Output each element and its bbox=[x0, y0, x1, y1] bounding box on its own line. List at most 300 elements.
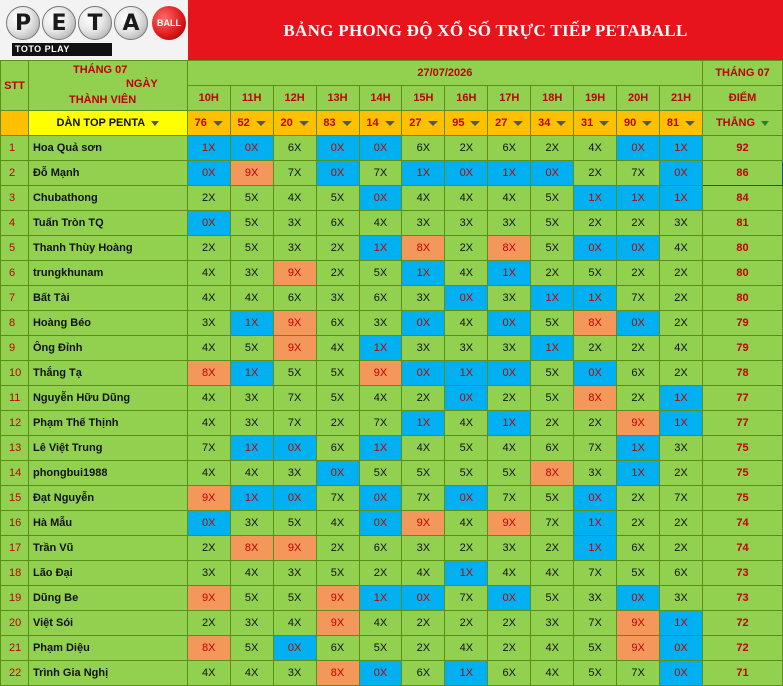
result-cell: 7X bbox=[359, 411, 402, 436]
result-cell: 3X bbox=[230, 511, 273, 536]
result-cell: 6X bbox=[488, 136, 531, 161]
result-cell: 5X bbox=[316, 186, 359, 211]
result-cell: 2X bbox=[617, 511, 660, 536]
table-row bbox=[1, 561, 783, 586]
filter-dropdown-icon bbox=[513, 121, 523, 126]
member-name: Chubathong bbox=[28, 186, 187, 211]
result-cell: 2X bbox=[402, 386, 445, 411]
filter-dropdown-icon bbox=[642, 121, 652, 126]
result-cell: 9X bbox=[488, 511, 531, 536]
result-cell: 1X bbox=[359, 336, 402, 361]
member-name: Đỗ Mạnh bbox=[28, 161, 187, 186]
result-cell: 4X bbox=[230, 561, 273, 586]
hour-header-12h: 12H bbox=[273, 86, 316, 111]
result-cell: 2X bbox=[187, 611, 230, 636]
filter-dropdown-icon bbox=[761, 121, 769, 126]
row-stt: 9 bbox=[1, 336, 29, 361]
result-cell: 0X bbox=[316, 161, 359, 186]
result-cell: 2X bbox=[187, 236, 230, 261]
logo-tagline: TOTO PLAY bbox=[12, 43, 112, 56]
result-cell: 2X bbox=[316, 411, 359, 436]
result-cell: 3X bbox=[273, 561, 316, 586]
row-stt: 4 bbox=[1, 211, 29, 236]
result-cell: 9X bbox=[359, 361, 402, 386]
result-cell: 6X bbox=[316, 211, 359, 236]
result-cell: 3X bbox=[574, 586, 617, 611]
result-cell: 2X bbox=[488, 636, 531, 661]
result-cell: 3X bbox=[273, 661, 316, 686]
result-cell: 0X bbox=[660, 161, 703, 186]
result-cell: 4X bbox=[488, 186, 531, 211]
result-cell: 1X bbox=[488, 261, 531, 286]
table-row bbox=[1, 286, 783, 311]
result-cell: 2X bbox=[617, 486, 660, 511]
result-cell: 4X bbox=[187, 261, 230, 286]
result-cell: 0X bbox=[488, 361, 531, 386]
result-cell: 8X bbox=[187, 361, 230, 386]
result-cell: 1X bbox=[660, 611, 703, 636]
result-cell: 0X bbox=[617, 236, 660, 261]
result-cell: 5X bbox=[445, 436, 488, 461]
table-row bbox=[1, 311, 783, 336]
dan-top-value-19h[interactable] bbox=[574, 111, 617, 136]
member-name: Tuấn Tròn TQ bbox=[28, 211, 187, 236]
result-cell: 9X bbox=[402, 511, 445, 536]
result-cell: 4X bbox=[187, 461, 230, 486]
result-cell: 4X bbox=[488, 436, 531, 461]
result-cell: 0X bbox=[574, 236, 617, 261]
result-cell: 1X bbox=[187, 136, 230, 161]
result-cell: 9X bbox=[273, 261, 316, 286]
result-cell: 3X bbox=[488, 286, 531, 311]
table-row bbox=[1, 636, 783, 661]
result-cell: 5X bbox=[273, 511, 316, 536]
result-cell: 8X bbox=[316, 661, 359, 686]
result-cell: 4X bbox=[488, 561, 531, 586]
result-cell: 7X bbox=[316, 486, 359, 511]
result-cell: 5X bbox=[574, 636, 617, 661]
result-cell: 6X bbox=[316, 311, 359, 336]
hour-header-21h: 21H bbox=[660, 86, 703, 111]
result-cell: 4X bbox=[273, 186, 316, 211]
result-cell: 2X bbox=[660, 286, 703, 311]
result-cell: 4X bbox=[230, 661, 273, 686]
result-cell: 1X bbox=[402, 411, 445, 436]
table-row bbox=[1, 161, 783, 186]
table-row bbox=[1, 586, 783, 611]
result-cell: 7X bbox=[359, 161, 402, 186]
result-cell: 4X bbox=[531, 561, 574, 586]
result-cell: 3X bbox=[402, 286, 445, 311]
result-cell: 5X bbox=[230, 336, 273, 361]
dan-top-value-21h[interactable] bbox=[660, 111, 703, 136]
result-cell: 6X bbox=[273, 286, 316, 311]
table-row bbox=[1, 261, 783, 286]
result-cell: 0X bbox=[273, 636, 316, 661]
result-cell: 2X bbox=[531, 536, 574, 561]
result-cell: 0X bbox=[574, 486, 617, 511]
result-cell: 8X bbox=[230, 536, 273, 561]
hour-header-16h: 16H bbox=[445, 86, 488, 111]
table-row bbox=[1, 461, 783, 486]
hour-header-15h: 15H bbox=[402, 86, 445, 111]
result-cell: 5X bbox=[359, 636, 402, 661]
member-name: Lão Đại bbox=[28, 561, 187, 586]
score-cell: 92 bbox=[703, 136, 783, 161]
result-cell: 2X bbox=[531, 261, 574, 286]
result-cell: 3X bbox=[574, 461, 617, 486]
dan-top-value-12h[interactable] bbox=[273, 111, 316, 136]
filter-dropdown-icon bbox=[385, 121, 395, 126]
result-cell: 0X bbox=[402, 586, 445, 611]
result-cell: 0X bbox=[488, 311, 531, 336]
dan-top-value-18h[interactable] bbox=[531, 111, 574, 136]
result-cell: 2X bbox=[617, 386, 660, 411]
result-cell: 5X bbox=[617, 561, 660, 586]
result-cell: 6X bbox=[273, 136, 316, 161]
score-cell: 75 bbox=[703, 486, 783, 511]
result-cell: 2X bbox=[402, 636, 445, 661]
wins-header[interactable] bbox=[703, 111, 783, 136]
result-cell: 8X bbox=[488, 236, 531, 261]
result-cell: 2X bbox=[187, 186, 230, 211]
result-cell: 5X bbox=[230, 236, 273, 261]
result-cell: 4X bbox=[230, 461, 273, 486]
filter-dropdown-icon bbox=[685, 121, 695, 126]
table-row bbox=[1, 136, 783, 161]
result-cell: 9X bbox=[273, 536, 316, 561]
row-stt: 10 bbox=[1, 361, 29, 386]
result-cell: 0X bbox=[359, 186, 402, 211]
result-cell: 0X bbox=[359, 486, 402, 511]
result-cell: 0X bbox=[402, 361, 445, 386]
result-cell: 0X bbox=[273, 486, 316, 511]
member-name: Thanh Thùy Hoàng bbox=[28, 236, 187, 261]
dan-top-value-15h[interactable] bbox=[402, 111, 445, 136]
result-cell: 1X bbox=[230, 311, 273, 336]
result-cell: 2X bbox=[531, 136, 574, 161]
result-cell: 7X bbox=[445, 586, 488, 611]
filter-dropdown-icon bbox=[151, 121, 159, 126]
result-cell: 8X bbox=[574, 386, 617, 411]
result-cell: 4X bbox=[187, 661, 230, 686]
logo-letter-t: T bbox=[78, 6, 112, 40]
result-cell: 1X bbox=[660, 386, 703, 411]
result-cell: 2X bbox=[660, 536, 703, 561]
dan-top-value-20h[interactable] bbox=[617, 111, 660, 136]
table-row bbox=[1, 236, 783, 261]
result-cell: 5X bbox=[316, 361, 359, 386]
result-cell: 2X bbox=[574, 336, 617, 361]
result-cell: 4X bbox=[531, 661, 574, 686]
result-cell: 1X bbox=[617, 436, 660, 461]
result-cell: 6X bbox=[660, 561, 703, 586]
result-cell: 3X bbox=[402, 211, 445, 236]
result-cell: 5X bbox=[531, 311, 574, 336]
result-cell: 5X bbox=[273, 361, 316, 386]
result-cell: 4X bbox=[273, 611, 316, 636]
result-cell: 0X bbox=[445, 486, 488, 511]
dan-top-value-text: 27 bbox=[409, 117, 422, 129]
corner-member-label: THÀNH VIÊN bbox=[68, 94, 137, 106]
hour-header-18h: 18H bbox=[531, 86, 574, 111]
member-name: Dũng Be bbox=[28, 586, 187, 611]
result-cell: 8X bbox=[574, 311, 617, 336]
result-cell: 2X bbox=[660, 311, 703, 336]
result-cell: 3X bbox=[273, 211, 316, 236]
result-cell: 0X bbox=[574, 361, 617, 386]
row-stt: 3 bbox=[1, 186, 29, 211]
result-cell: 5X bbox=[531, 236, 574, 261]
result-cell: 3X bbox=[660, 586, 703, 611]
result-cell: 0X bbox=[617, 311, 660, 336]
result-cell: 3X bbox=[488, 336, 531, 361]
result-cell: 2X bbox=[660, 461, 703, 486]
result-cell: 4X bbox=[445, 261, 488, 286]
result-cell: 1X bbox=[402, 261, 445, 286]
result-cell: 4X bbox=[230, 286, 273, 311]
row-stt: 20 bbox=[1, 611, 29, 636]
result-cell: 0X bbox=[488, 586, 531, 611]
score-cell: 80 bbox=[703, 261, 783, 286]
result-cell: 9X bbox=[316, 586, 359, 611]
score-cell: 73 bbox=[703, 586, 783, 611]
result-cell: 4X bbox=[402, 436, 445, 461]
result-cell: 2X bbox=[402, 611, 445, 636]
row-stt: 14 bbox=[1, 461, 29, 486]
result-cell: 0X bbox=[230, 136, 273, 161]
dan-top-value-17h[interactable] bbox=[488, 111, 531, 136]
result-cell: 3X bbox=[187, 561, 230, 586]
score-cell: 74 bbox=[703, 511, 783, 536]
row-stt: 11 bbox=[1, 386, 29, 411]
table-row bbox=[1, 336, 783, 361]
results-table bbox=[0, 60, 783, 686]
result-cell: 1X bbox=[574, 186, 617, 211]
score-cell: 80 bbox=[703, 286, 783, 311]
dan-top-stt bbox=[1, 111, 29, 136]
result-cell: 1X bbox=[230, 486, 273, 511]
result-cell: 4X bbox=[445, 511, 488, 536]
row-stt: 22 bbox=[1, 661, 29, 686]
result-cell: 1X bbox=[574, 511, 617, 536]
result-cell: 2X bbox=[574, 211, 617, 236]
result-cell: 7X bbox=[617, 161, 660, 186]
row-stt: 6 bbox=[1, 261, 29, 286]
member-name: Việt Sói bbox=[28, 611, 187, 636]
hour-header-17h: 17H bbox=[488, 86, 531, 111]
result-cell: 4X bbox=[660, 336, 703, 361]
result-cell: 2X bbox=[617, 211, 660, 236]
dan-top-value-16h[interactable] bbox=[445, 111, 488, 136]
dan-top-value-text: 14 bbox=[366, 117, 379, 129]
member-name: Đạt Nguyễn bbox=[28, 486, 187, 511]
result-cell: 0X bbox=[445, 161, 488, 186]
score-cell: 77 bbox=[703, 386, 783, 411]
result-cell: 9X bbox=[316, 611, 359, 636]
table-row bbox=[1, 536, 783, 561]
table-row bbox=[1, 211, 783, 236]
member-name: phongbui1988 bbox=[28, 461, 187, 486]
result-cell: 4X bbox=[187, 286, 230, 311]
result-cell: 5X bbox=[230, 186, 273, 211]
dan-top-value-text: 31 bbox=[581, 117, 594, 129]
result-cell: 2X bbox=[617, 336, 660, 361]
result-cell: 3X bbox=[187, 311, 230, 336]
result-cell: 8X bbox=[402, 236, 445, 261]
dan-top-value-text: 95 bbox=[452, 117, 465, 129]
result-cell: 4X bbox=[402, 561, 445, 586]
row-stt: 15 bbox=[1, 486, 29, 511]
result-cell: 3X bbox=[230, 261, 273, 286]
result-cell: 3X bbox=[445, 211, 488, 236]
result-cell: 4X bbox=[187, 386, 230, 411]
dan-top-value-14h[interactable] bbox=[359, 111, 402, 136]
result-cell: 4X bbox=[187, 411, 230, 436]
result-cell: 4X bbox=[316, 336, 359, 361]
row-stt: 19 bbox=[1, 586, 29, 611]
row-stt: 12 bbox=[1, 411, 29, 436]
dan-top-value-text: 83 bbox=[323, 117, 336, 129]
row-stt: 7 bbox=[1, 286, 29, 311]
result-cell: 4X bbox=[574, 136, 617, 161]
table-row bbox=[1, 186, 783, 211]
result-cell: 5X bbox=[230, 586, 273, 611]
month-member-header bbox=[28, 61, 187, 111]
result-cell: 2X bbox=[445, 236, 488, 261]
result-cell: 2X bbox=[488, 386, 531, 411]
result-cell: 8X bbox=[187, 636, 230, 661]
result-cell: 6X bbox=[531, 436, 574, 461]
result-cell: 9X bbox=[273, 311, 316, 336]
result-cell: 1X bbox=[574, 286, 617, 311]
result-cell: 2X bbox=[445, 136, 488, 161]
result-cell: 7X bbox=[617, 661, 660, 686]
logo-letter-a: A bbox=[114, 6, 148, 40]
result-cell: 4X bbox=[359, 386, 402, 411]
result-cell: 7X bbox=[574, 561, 617, 586]
result-cell: 1X bbox=[660, 411, 703, 436]
result-cell: 1X bbox=[531, 336, 574, 361]
result-cell: 3X bbox=[402, 336, 445, 361]
table-row bbox=[1, 511, 783, 536]
table-row bbox=[1, 486, 783, 511]
row-stt: 18 bbox=[1, 561, 29, 586]
member-name: Bất Tài bbox=[28, 286, 187, 311]
result-cell: 0X bbox=[660, 636, 703, 661]
filter-dropdown-icon bbox=[599, 121, 609, 126]
dan-top-label[interactable] bbox=[28, 111, 187, 136]
result-cell: 2X bbox=[316, 236, 359, 261]
score-cell: 86 bbox=[703, 161, 783, 186]
member-name: Hoa Quả sơn bbox=[28, 136, 187, 161]
dan-top-value-text: 90 bbox=[623, 117, 637, 129]
result-cell: 1X bbox=[359, 586, 402, 611]
result-cell: 5X bbox=[316, 561, 359, 586]
result-cell: 2X bbox=[617, 261, 660, 286]
result-cell: 0X bbox=[359, 136, 402, 161]
result-cell: 0X bbox=[359, 511, 402, 536]
result-cell: 9X bbox=[273, 336, 316, 361]
result-cell: 1X bbox=[445, 661, 488, 686]
result-cell: 5X bbox=[488, 461, 531, 486]
logo-ball-badge: BALL bbox=[152, 6, 186, 40]
result-cell: 0X bbox=[531, 161, 574, 186]
points-header: ĐIỂM bbox=[703, 86, 783, 111]
result-cell: 6X bbox=[617, 536, 660, 561]
result-cell: 7X bbox=[574, 611, 617, 636]
date-header: 27/07/2026 bbox=[187, 61, 702, 86]
row-stt: 17 bbox=[1, 536, 29, 561]
member-name: Lê Việt Trung bbox=[28, 436, 187, 461]
result-cell: 0X bbox=[660, 661, 703, 686]
member-name: Thắng Tạ bbox=[28, 361, 187, 386]
corner-month-label: THÁNG 07 bbox=[72, 64, 128, 76]
result-cell: 4X bbox=[445, 636, 488, 661]
result-cell: 1X bbox=[230, 436, 273, 461]
result-cell: 3X bbox=[230, 411, 273, 436]
result-cell: 3X bbox=[359, 311, 402, 336]
result-cell: 2X bbox=[531, 411, 574, 436]
result-cell: 5X bbox=[531, 486, 574, 511]
dan-top-value-10h[interactable] bbox=[187, 111, 230, 136]
row-stt: 21 bbox=[1, 636, 29, 661]
result-cell: 0X bbox=[187, 161, 230, 186]
score-cell: 80 bbox=[703, 236, 783, 261]
result-cell: 5X bbox=[445, 461, 488, 486]
score-cell: 73 bbox=[703, 561, 783, 586]
result-cell: 7X bbox=[617, 286, 660, 311]
result-cell: 4X bbox=[359, 211, 402, 236]
member-name: Nguyễn Hữu Dũng bbox=[28, 386, 187, 411]
result-cell: 5X bbox=[230, 636, 273, 661]
score-cell: 75 bbox=[703, 461, 783, 486]
result-cell: 2X bbox=[574, 161, 617, 186]
result-cell: 4X bbox=[316, 511, 359, 536]
member-name: trungkhunam bbox=[28, 261, 187, 286]
member-name: Hà Mẫu bbox=[28, 511, 187, 536]
result-cell: 5X bbox=[230, 211, 273, 236]
result-cell: 1X bbox=[230, 361, 273, 386]
dan-top-value-11h[interactable] bbox=[230, 111, 273, 136]
result-cell: 4X bbox=[445, 411, 488, 436]
score-cell: 81 bbox=[703, 211, 783, 236]
result-cell: 1X bbox=[531, 286, 574, 311]
result-cell: 3X bbox=[660, 211, 703, 236]
result-cell: 4X bbox=[531, 636, 574, 661]
result-cell: 8X bbox=[531, 461, 574, 486]
logo-letter-e: E bbox=[42, 6, 76, 40]
result-cell: 5X bbox=[531, 211, 574, 236]
result-cell: 1X bbox=[359, 436, 402, 461]
dan-top-value-13h[interactable] bbox=[316, 111, 359, 136]
result-cell: 5X bbox=[574, 661, 617, 686]
dan-top-value-text: 34 bbox=[538, 117, 551, 129]
table-row bbox=[1, 411, 783, 436]
result-cell: 6X bbox=[359, 286, 402, 311]
result-cell: 5X bbox=[531, 586, 574, 611]
score-cell: 79 bbox=[703, 311, 783, 336]
result-cell: 5X bbox=[359, 261, 402, 286]
result-cell: 6X bbox=[402, 136, 445, 161]
result-cell: 4X bbox=[445, 311, 488, 336]
row-stt: 5 bbox=[1, 236, 29, 261]
result-cell: 4X bbox=[445, 186, 488, 211]
result-cell: 9X bbox=[617, 611, 660, 636]
result-cell: 3X bbox=[531, 611, 574, 636]
member-name: Hoàng Béo bbox=[28, 311, 187, 336]
result-cell: 5X bbox=[531, 186, 574, 211]
